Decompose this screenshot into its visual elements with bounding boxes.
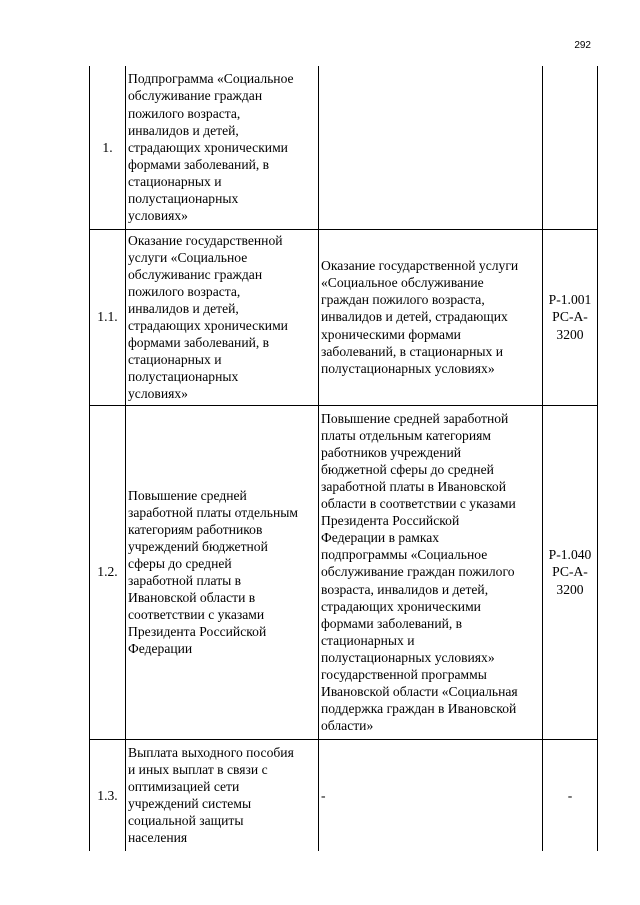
item-description-line: подпрограммы «Социальное: [321, 547, 488, 563]
item-description-line: полустационарных условиях»: [321, 360, 495, 376]
item-name-line: стационарных и: [128, 173, 222, 189]
program-table-body: [90, 66, 598, 851]
program-table: [89, 66, 598, 851]
item-name-line: условиях»: [128, 208, 188, 224]
item-description-line: возраста, инвалидов и детей,: [321, 581, 489, 597]
item-name-line: страдающих хроническими: [128, 139, 288, 155]
item-description-line: страдающих хроническими: [321, 598, 481, 614]
row-number: 1.: [90, 66, 126, 229]
item-description-line: государственной программы: [321, 667, 487, 683]
item-name-line: Президента Российской: [128, 624, 267, 640]
item-description-line: области»: [321, 718, 374, 734]
table-row: [90, 405, 598, 739]
item-description-line: «Социальное обслуживание: [321, 275, 484, 291]
item-name-line: Ивановской области в: [128, 590, 256, 606]
item-description-line: области в соответствии с указами: [321, 496, 516, 512]
item-description-line: хроническими формами: [321, 326, 461, 342]
item-name-line: формами заболеваний, в: [128, 156, 270, 172]
item-name-line: страдающих хроническими: [128, 318, 288, 333]
item-code: [543, 229, 598, 405]
item-description-line: платы отдельным категориям: [321, 427, 491, 443]
item-name-line: Оказание государственной: [128, 232, 283, 248]
item-description: [319, 405, 543, 739]
item-description-line: граждан пожилого возраста,: [321, 292, 485, 308]
item-description-line: -: [321, 787, 326, 803]
item-name-line: обслуживание граждан: [128, 88, 263, 104]
item-description: [319, 739, 543, 851]
item-name-line: формами заболеваний, в: [128, 335, 270, 351]
item-name-line: учреждений бюджетной: [128, 538, 268, 554]
item-description: [319, 229, 543, 405]
item-description-line: заболеваний, в стационарных и: [321, 343, 503, 359]
item-description-line: формами заболеваний, в: [321, 615, 463, 631]
item-name: [126, 229, 319, 405]
item-name-line: услуги «Социальное: [128, 249, 248, 265]
item-description-line: Ивановской области «Социальная: [321, 684, 518, 700]
item-description-line: работников учреждений: [321, 444, 462, 460]
item-name-line: Подпрограмма «Социальное: [128, 71, 294, 87]
item-code: [543, 739, 598, 851]
item-name-line: категориям работников: [128, 521, 263, 537]
row-number: 1.2.: [90, 405, 126, 739]
item-name-line: пожилого возраста,: [128, 105, 241, 121]
item-name-line: оптимизацией сети: [128, 779, 240, 795]
item-description-line: Президента Российской: [321, 513, 460, 529]
item-description-line: Федерации в рамках: [321, 530, 440, 546]
item-description-line: заработной платы в Ивановской: [321, 478, 507, 494]
item-code-line: Р-1.001: [548, 292, 592, 308]
item-code: [543, 405, 598, 739]
item-name-line: полустационарных: [128, 190, 239, 206]
item-name-line: Повышение средней: [128, 487, 247, 503]
item-name-line: социальной защиты: [128, 813, 244, 829]
page-number: 292: [574, 40, 591, 51]
item-name-line: сферы до средней: [128, 555, 232, 571]
item-code-line: РС-А-: [552, 309, 588, 325]
item-description-line: инвалидов и детей, страдающих: [321, 309, 508, 325]
item-description-line: Оказание государственной услуги: [321, 258, 519, 274]
item-name-line: учреждений системы: [128, 796, 252, 812]
item-code-line: РС-А-: [552, 564, 588, 580]
item-name-line: инвалидов и детей,: [128, 300, 239, 316]
item-code-line: -: [567, 787, 573, 803]
row-number: 1.3.: [90, 739, 126, 851]
item-description-line: полустационарных условиях»: [321, 649, 495, 665]
item-description: [319, 66, 543, 229]
item-name: [126, 66, 319, 229]
item-name-line: стационарных и: [128, 352, 222, 368]
item-name-line: пожилого возраста,: [128, 283, 241, 299]
item-description-line: обслуживание граждан пожилого: [321, 564, 515, 580]
item-name-line: инвалидов и детей,: [128, 122, 239, 138]
item-name-line: полустационарных: [128, 369, 239, 385]
table-row: [90, 229, 598, 405]
item-code-line: Р-1.040: [548, 547, 592, 563]
item-name: [126, 405, 319, 739]
table-row: [90, 66, 598, 229]
row-number: 1.1.: [90, 229, 126, 405]
item-name-line: соответствии с указами: [128, 607, 265, 623]
item-name-line: заработной платы в: [128, 573, 242, 588]
item-name-line: условиях»: [128, 386, 188, 402]
item-description-line: поддержка граждан в Ивановской: [321, 701, 517, 717]
item-name-line: и иных выплат в связи с: [128, 762, 268, 778]
item-description-line: Повышение средней заработной: [321, 410, 509, 426]
item-name-line: обслуживанис граждан: [128, 266, 263, 282]
item-name-line: заработной платы отдельным: [128, 504, 298, 520]
item-code-line: 3200: [556, 326, 584, 342]
item-code-line: 3200: [556, 581, 584, 597]
item-description-line: бюджетной сферы до средней: [321, 461, 494, 477]
item-description-line: стационарных и: [321, 632, 415, 648]
item-name-line: населения: [128, 830, 188, 846]
item-name: [126, 739, 319, 851]
item-name-line: Выплата выходного пособия: [128, 744, 294, 760]
table-row: [90, 739, 598, 851]
item-code: [543, 66, 598, 229]
item-name-line: Федерации: [128, 641, 193, 657]
